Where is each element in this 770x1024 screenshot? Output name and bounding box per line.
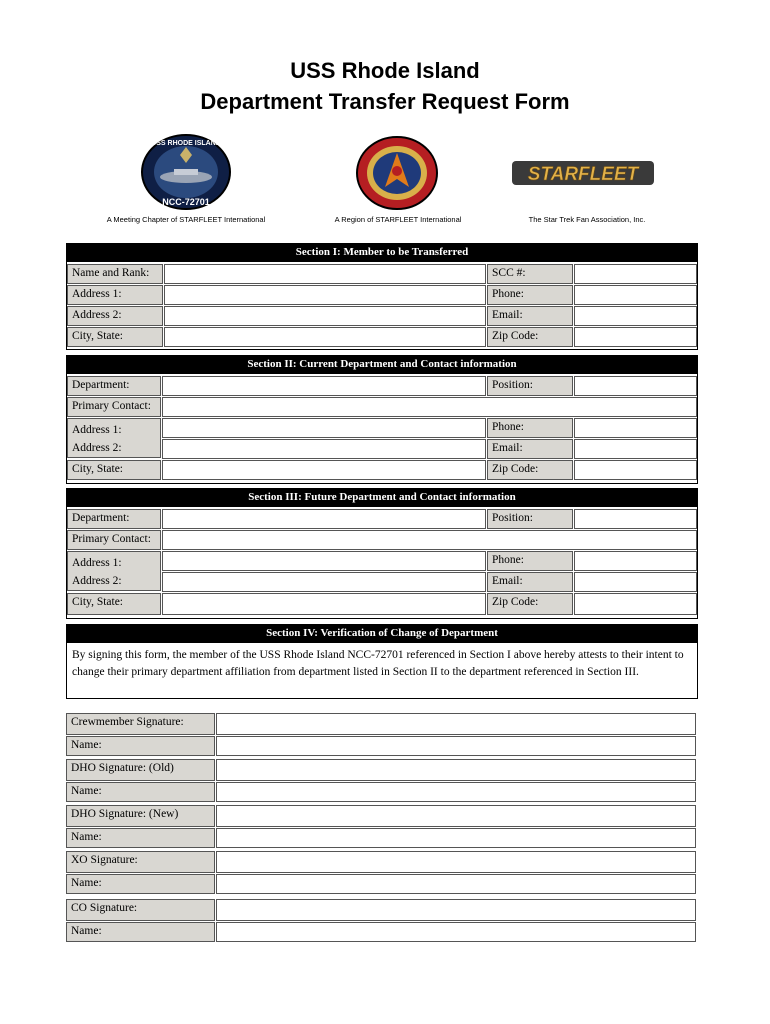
xo-signature-label: XO Signature: <box>66 851 215 873</box>
starfleet-caption: The Star Trek Fan Association, Inc. <box>528 215 646 224</box>
section-4 <box>66 624 698 643</box>
current-position-field[interactable] <box>574 376 697 396</box>
current-phone-label: Phone: <box>487 418 573 438</box>
co-signature-field[interactable] <box>216 899 696 921</box>
current-zip-field[interactable] <box>574 460 697 480</box>
region-caption: A Region of STARFLEET International <box>334 215 462 224</box>
current-primary-contact-field[interactable] <box>162 397 697 417</box>
zip-label: Zip Code: <box>487 327 573 347</box>
future-city-state-label: City, State: <box>67 593 161 615</box>
address1-label: Address 1: <box>67 285 163 305</box>
verification-text: By signing this form, the member of the USS Rhode Island NCC-72701 referenced in Section I above hereby attests to their intent to change their primary department affiliation from department listed in Section II to the department referenced in Section III. <box>66 643 698 699</box>
future-position-field[interactable] <box>574 509 697 529</box>
future-city-state-field[interactable] <box>162 593 486 615</box>
future-email-field[interactable] <box>574 572 697 592</box>
crewmember-signature-label: Crewmember Signature: <box>66 713 215 735</box>
section-2 <box>66 355 698 484</box>
current-department-label: Department: <box>67 376 161 396</box>
dho-new-name-label: Name: <box>66 828 215 848</box>
section-4-header: Section IV: Verification of Change of Department <box>66 624 698 643</box>
future-phone-field[interactable] <box>574 551 697 571</box>
future-phone-label: Phone: <box>487 551 573 571</box>
future-primary-contact-field[interactable] <box>162 530 697 550</box>
current-address1-label: Address 1: <box>72 424 122 436</box>
emblem-bottom-text: NCC-72701 <box>162 197 210 207</box>
address1-field[interactable] <box>164 285 486 305</box>
dho-old-signature-label: DHO Signature: (Old) <box>66 759 215 781</box>
region-emblem-icon <box>355 135 439 211</box>
current-address1-field[interactable] <box>162 418 486 438</box>
starfleet-logo-icon <box>510 155 656 191</box>
xo-name-field[interactable] <box>216 874 696 894</box>
scc-label: SCC #: <box>487 264 573 284</box>
section-3 <box>66 488 698 619</box>
current-city-state-field[interactable] <box>162 460 486 480</box>
xo-signature-field[interactable] <box>216 851 696 873</box>
dho-old-name-field[interactable] <box>216 782 696 802</box>
section-2-header: Section II: Current Department and Contact information <box>66 355 698 374</box>
dho-new-name-field[interactable] <box>216 828 696 848</box>
emblem-top-text: USS RHODE ISLAND <box>151 140 221 147</box>
dho-new-signature-label: DHO Signature: (New) <box>66 805 215 827</box>
zip-field[interactable] <box>574 327 697 347</box>
co-name-label: Name: <box>66 922 215 942</box>
name-rank-field[interactable] <box>164 264 486 284</box>
current-zip-label: Zip Code: <box>487 460 573 480</box>
address2-label: Address 2: <box>67 306 163 326</box>
current-department-field[interactable] <box>162 376 486 396</box>
phone-label: Phone: <box>487 285 573 305</box>
emblem-caption: A Meeting Chapter of STARFLEET International <box>106 215 266 224</box>
future-address-labels <box>67 551 161 591</box>
future-position-label: Position: <box>487 509 573 529</box>
form-title: USS Rhode Island <box>290 58 480 83</box>
name-rank-label: Name and Rank: <box>67 264 163 284</box>
section-1-header: Section I: Member to be Transferred <box>66 243 698 262</box>
city-state-field[interactable] <box>164 327 486 347</box>
current-phone-field[interactable] <box>574 418 697 438</box>
crewmember-name-label: Name: <box>66 736 215 756</box>
future-email-label: Email: <box>487 572 573 592</box>
future-department-field[interactable] <box>162 509 486 529</box>
future-address1-label: Address 1: <box>72 557 122 569</box>
phone-field[interactable] <box>574 285 697 305</box>
address2-field[interactable] <box>164 306 486 326</box>
co-signature-label: CO Signature: <box>66 899 215 921</box>
current-city-state-label: City, State: <box>67 460 161 480</box>
city-state-label: City, State: <box>67 327 163 347</box>
current-address2-label: Address 2: <box>72 442 122 454</box>
current-primary-contact-label: Primary Contact: <box>67 397 161 417</box>
crewmember-signature-field[interactable] <box>216 713 696 735</box>
future-address2-label: Address 2: <box>72 575 122 587</box>
crewmember-name-field[interactable] <box>216 736 696 756</box>
future-zip-label: Zip Code: <box>487 593 573 615</box>
future-primary-contact-label: Primary Contact: <box>67 530 161 550</box>
current-address2-field[interactable] <box>162 439 486 459</box>
section-1 <box>66 243 698 350</box>
scc-field[interactable] <box>574 264 697 284</box>
xo-name-label: Name: <box>66 874 215 894</box>
future-zip-field[interactable] <box>574 593 697 615</box>
dho-new-signature-field[interactable] <box>216 805 696 827</box>
starfleet-logo-text: STARFLEET <box>527 164 639 185</box>
email-label: Email: <box>487 306 573 326</box>
uss-rhode-island-emblem-icon <box>140 133 232 211</box>
current-email-field[interactable] <box>574 439 697 459</box>
form-subtitle: Department Transfer Request Form <box>200 89 570 114</box>
future-department-label: Department: <box>67 509 161 529</box>
future-address1-field[interactable] <box>162 551 486 571</box>
co-name-field[interactable] <box>216 922 696 942</box>
current-email-label: Email: <box>487 439 573 459</box>
dho-old-name-label: Name: <box>66 782 215 802</box>
email-field[interactable] <box>574 306 697 326</box>
section-3-header: Section III: Future Department and Contact information <box>66 488 698 507</box>
dho-old-signature-field[interactable] <box>216 759 696 781</box>
current-position-label: Position: <box>487 376 573 396</box>
current-address-labels <box>67 418 161 458</box>
future-address2-field[interactable] <box>162 572 486 592</box>
